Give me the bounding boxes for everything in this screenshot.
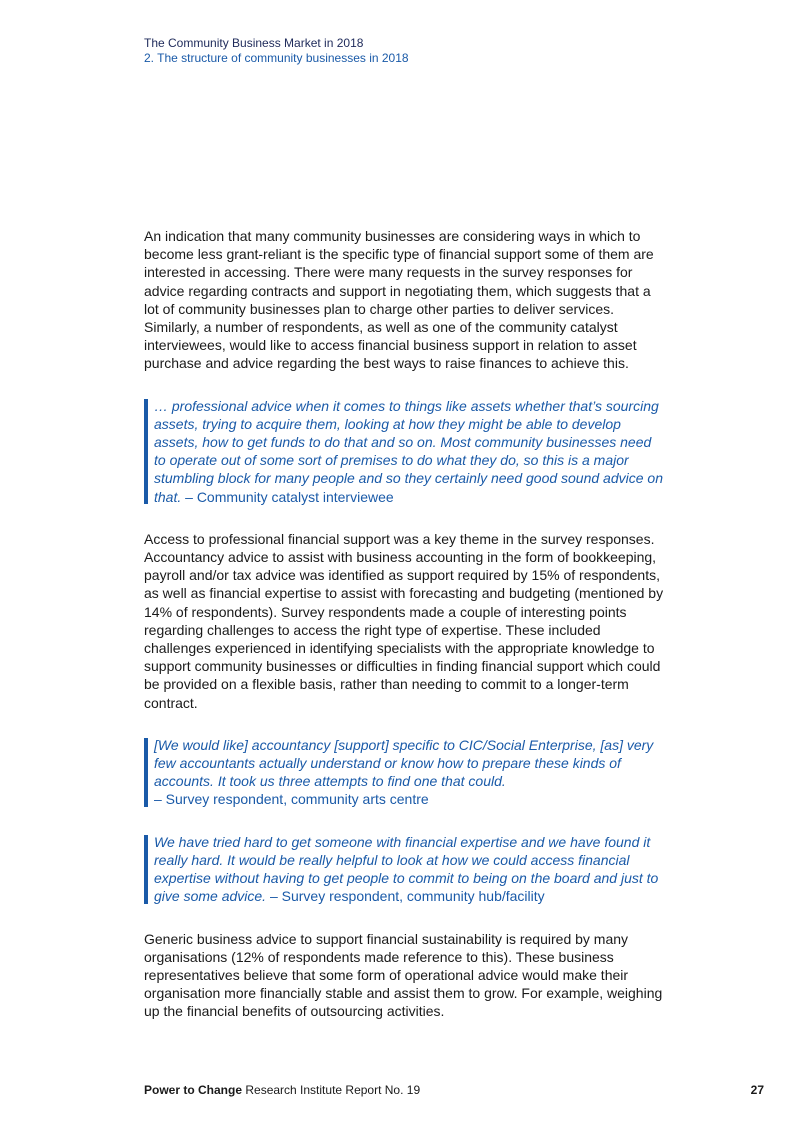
running-header — [144, 36, 409, 66]
quote-body — [154, 736, 664, 809]
quote-body — [154, 833, 664, 906]
quote-bar — [144, 399, 148, 504]
quote-attribution: – Community catalyst interviewee — [185, 488, 394, 505]
quote-community-catalyst — [144, 397, 664, 506]
page-footer — [144, 1082, 764, 1098]
paragraph-grant-reliance: An indication that many community businesses are considering ways in which to become less grant-reliant is the specific type of financial support some of them are interested in accessing. There were many requests in the survey responses for advice regarding contracts and support in negotiating them, which suggests that a lot of community businesses plan to charge other parties to deliver services. Similarly, a number of respondents, as well as one of the community catalyst interviewees, would like to access financial business support in relation to asset purchase and advice regarding the best ways to raise finances to achieve this. — [144, 228, 654, 372]
quote-bar — [144, 738, 148, 807]
quote-arts-centre — [144, 736, 664, 809]
quote-community-hub — [144, 833, 664, 906]
quote-bar — [144, 835, 148, 904]
footer-organisation: Power to Change — [144, 1083, 243, 1097]
quote-text: … professional advice when it comes to things like assets whether that’s sourcing assets, trying to acquire them, looking at how they might be able to develop assets, how to get funds to do that and so on. Most community businesses need to operate out of some sort of premises to do what they do, so this is a major stumbling block for many people and so they certainly need good sound advice on that. — [154, 397, 663, 505]
section-title: 2. The structure of community businesses in 2018 — [144, 51, 409, 65]
quote-text: We have tried hard to get someone with financial expertise and we have found it really hard. It would be really helpful to look at how we could access financial expertise without having to get people to commit to being on the board and just to give some advice. — [154, 833, 659, 905]
quote-attribution: – Survey respondent, community arts centre — [154, 791, 429, 808]
footer-report-label: Research Institute Report No. 19 — [245, 1083, 421, 1097]
document-title: The Community Business Market in 2018 — [144, 36, 364, 50]
page-content — [144, 227, 664, 1045]
quote-attribution: – Survey respondent, community hub/facility — [269, 888, 545, 905]
quote-body — [154, 397, 664, 506]
paragraph-generic-advice: Generic business advice to support financial sustainability is required by many organisations (12% of respondents made reference to this). These business representatives believe that some form of operational advice would make their organisation more financially stable and assist them to grow. For example, weighing up the financial benefits of outsourcing activities. — [144, 930, 663, 1020]
quote-text: [We would like] accountancy [support] specific to CIC/Social Enterprise, [as] very few accountants actually understand or know how to prepare these kinds of accounts. It took us three attempts to find one that could. — [154, 736, 654, 790]
paragraph-financial-support: Access to professional financial support was a key theme in the survey responses. Accountancy advice to assist with business accounting in the form of bookkeeping, payroll and/or tax advice was identified as support required by 15% of respondents, as well as financial expertise to assist with forecasting and budgeting (mentioned by 14% of respondents). Survey respondents made a couple of interesting points regarding challenges to access the right type of expertise. These included challenges experienced in identifying specialists with the appropriate knowledge to support community businesses or difficulties in finding financial support which could be provided on a flexible basis, rather than needing to commit to a longer-term contract. — [144, 530, 664, 711]
page-number: 27 — [750, 1083, 764, 1097]
